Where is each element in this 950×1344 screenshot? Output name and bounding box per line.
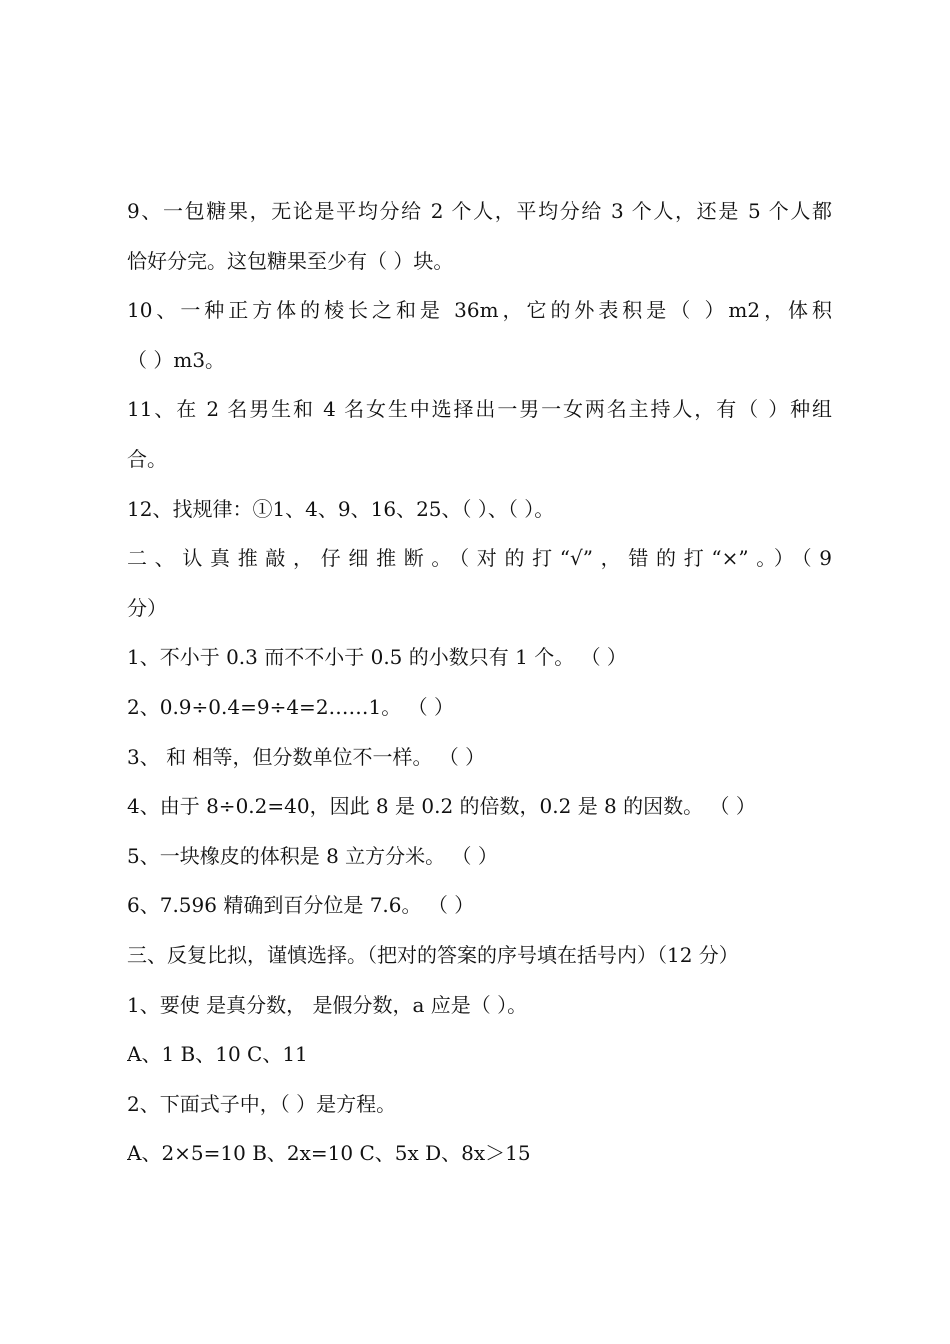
question-9-line-1: 9、一包糖果，无论是平均分给 2 个人，平均分给 3 个人，还是 5 个人都	[127, 199, 832, 223]
choice-question-2-options: A、2×5=10 B、2x=10 C、5x D、8x＞15	[127, 1141, 531, 1166]
section-2-heading-line-2: 分）	[127, 595, 167, 620]
question-10-line-1: 10、一种正方体的棱长之和是 36m，它的外表积是（ ）m2，体积	[127, 298, 832, 323]
question-11-line-1: 11、在 2 名男生和 4 名女生中选择出一男一女两名主持人，有（ ）种组	[127, 397, 832, 422]
document-page	[127, 187, 832, 1179]
choice-question-1-options: A、1 B、10 C、11	[127, 1042, 308, 1067]
choice-question-1: 1、要使 是真分数， 是假分数，a 应是（ ）。	[127, 992, 528, 1017]
judge-item-4: 4、由于 8÷0.2=40，因此 8 是 0.2 的倍数，0.2 是 8 的因数。 （ ）	[127, 794, 756, 819]
question-11-line-2: 合。	[127, 446, 167, 471]
judge-item-2: 2、0.9÷0.4=9÷4=2……1。 （ ）	[127, 694, 454, 719]
choice-question-2: 2、下面式子中，（ ）是方程。	[127, 1091, 397, 1116]
question-10-line-2: （ ）m3。	[127, 347, 226, 372]
question-12: 12、找规律：①1、4、9、16、25、（ ）、（ ）。	[127, 496, 555, 521]
judge-item-1: 1、不小于 0.3 而不不小于 0.5 的小数只有 1 个。 （ ）	[127, 645, 627, 670]
question-9-line-2: 恰好分完。这包糖果至少有（ ）块。	[127, 248, 454, 273]
judge-item-5: 5、一块橡皮的体积是 8 立方分米。 （ ）	[127, 843, 498, 868]
section-3-heading: 三、反复比拟，谨慎选择。（把对的答案的序号填在括号内）（12 分）	[127, 942, 739, 967]
judge-item-3: 3、 和 相等，但分数单位不一样。 （ ）	[127, 744, 486, 769]
section-2-heading-line-1: 二、认真推敲，仔细推断。（对的打“√”，错的打“×”。）（9	[127, 546, 832, 571]
judge-item-6: 6、7.596 精确到百分位是 7.6。 （ ）	[127, 893, 475, 918]
